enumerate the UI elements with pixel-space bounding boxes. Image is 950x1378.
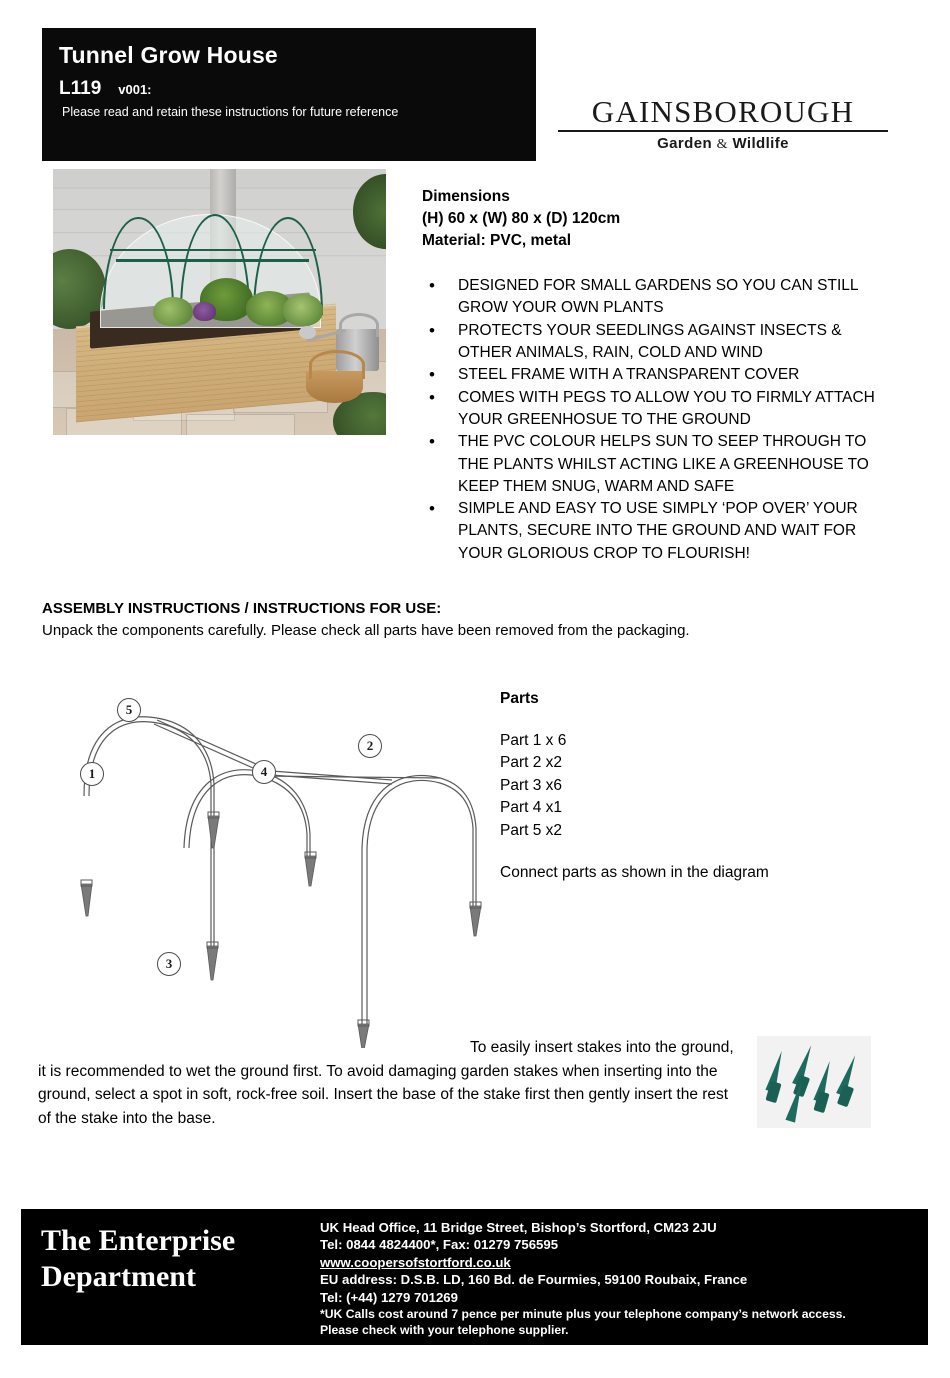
diagram-callout-5: 5 xyxy=(117,698,141,722)
feature-item: • PROTECTS YOUR SEEDLINGS AGAINST INSECTS & OTHER ANIMALS, RAIN, COLD AND WIND xyxy=(422,320,892,365)
footer-brand-line1: The Enterprise xyxy=(41,1224,236,1257)
feature-item: • DESIGNED FOR SMALL GARDENS SO YOU CAN STILL GROW YOUR OWN PLANTS xyxy=(422,275,892,320)
photo-basket-handle xyxy=(309,350,365,380)
footer-address-eu: EU address: D.S.B. LD, 160 Bd. de Fourmies, 59100 Roubaix, France xyxy=(320,1272,748,1288)
ampersand-glyph: & xyxy=(716,136,728,152)
assembly-diagram xyxy=(62,688,482,1048)
assembly-intro: Unpack the components carefully. Please check all parts have been removed from the packaging. xyxy=(42,622,690,639)
product-code-row xyxy=(59,78,152,100)
brand-tagline-wildlife: Wildlife xyxy=(732,134,789,152)
footer-banner xyxy=(21,1209,928,1345)
page-title: Tunnel Grow House xyxy=(59,42,278,68)
feature-item: • SIMPLE AND EASY TO USE SIMPLY ‘POP OVER’ YOUR PLANTS, SECURE INTO THE GROUND AND WAIT FOR YOUR GLORIOUS CROP TO FLOURISH! xyxy=(422,498,892,565)
footer-brand xyxy=(41,1223,321,1295)
photo-paving-slab xyxy=(186,414,295,435)
diagram-callout-4: 4 xyxy=(252,760,276,784)
parts-connect-note: Connect parts as shown in the diagram xyxy=(500,864,769,882)
photo-ridge-rail xyxy=(110,249,316,252)
photo-watering-can-handle xyxy=(339,313,378,337)
parts-title: Parts xyxy=(500,690,539,707)
diagram-callout-2: 2 xyxy=(358,734,382,758)
feature-item: • COMES WITH PEGS TO ALLOW YOU TO FIRMLY ATTACH YOUR GREENHOSUE TO THE GROUND xyxy=(422,387,892,432)
footer-address-uk: UK Head Office, 11 Bridge Street, Bishop’s Stortford, CM23 2JU xyxy=(320,1220,717,1235)
footer-tel-eu: Tel: (+44) 1279 701269 xyxy=(320,1289,458,1305)
product-photo xyxy=(53,169,386,435)
parts-item: Part 2 x2 xyxy=(500,754,563,772)
photo-ridge-rail xyxy=(116,259,309,262)
assembly-diagram-svg xyxy=(62,688,482,1048)
product-code: L119 xyxy=(59,78,102,99)
parts-section xyxy=(500,690,830,882)
dimensions-label: Dimensions xyxy=(422,188,510,205)
stakes-photo xyxy=(757,1036,871,1128)
brand-logo-tagline xyxy=(556,135,890,153)
footer-disclaimer-line2: Please check with your telephone supplier. xyxy=(320,1323,569,1338)
footer-brand-line2: Department xyxy=(41,1260,196,1293)
photo-plant xyxy=(283,294,323,326)
footer-contact xyxy=(320,1219,920,1338)
parts-item: Part 3 x6 xyxy=(500,776,563,794)
footer-website-link[interactable]: www.coopersofstortford.co.uk xyxy=(320,1254,511,1270)
dimensions-value: (H) 60 x (W) 80 x (D) 120cm xyxy=(422,210,621,227)
specifications xyxy=(422,186,892,252)
brand-logo xyxy=(556,96,890,153)
photo-plant-purple xyxy=(193,302,216,321)
diagram-callout-3: 3 xyxy=(157,952,181,976)
parts-item: Part 1 x 6 xyxy=(500,732,567,749)
stakes-instructions: To easily insert stakes into the ground, it is recommended to wet the ground first. To avoid damaging garden stakes when inserting into the ground, select a spot in soft, rock-free soil. Insert the base of the stake first then gently insert the rest of the stake into the base. xyxy=(38,1039,734,1127)
brand-logo-name: GAINSBOROUGH xyxy=(591,94,855,129)
feature-list xyxy=(422,275,892,565)
stake-icon xyxy=(785,1079,806,1122)
assembly-heading: ASSEMBLY INSTRUCTIONS / INSTRUCTIONS FOR USE: xyxy=(42,600,442,617)
brand-tagline-garden: Garden xyxy=(657,134,713,152)
parts-item: Part 5 x2 xyxy=(500,821,563,839)
material-value: Material: PVC, metal xyxy=(422,232,572,249)
feature-item: • STEEL FRAME WITH A TRANSPARENT COVER xyxy=(422,364,892,386)
retain-instructions-note: Please read and retain these instructions for future reference xyxy=(62,105,399,119)
diagram-callout-1: 1 xyxy=(80,762,104,786)
header-banner xyxy=(42,28,536,161)
footer-disclaimer-line1: *UK Calls cost around 7 pence per minute plus your telephone company’s network access. xyxy=(320,1307,846,1322)
photo-plant xyxy=(153,297,193,326)
feature-item: • THE PVC COLOUR HELPS SUN TO SEEP THROUGH TO THE PLANTS WHILST ACTING LIKE A GREENHOUSE TO KEEP THEM SNUG, WARM AND SAFE xyxy=(422,431,892,498)
footer-tel-fax: Tel: 0844 4824400*, Fax: 01279 756595 xyxy=(320,1237,559,1253)
parts-item: Part 4 x1 xyxy=(500,799,563,817)
product-version: v001: xyxy=(118,82,152,97)
brand-logo-rule xyxy=(558,130,888,132)
